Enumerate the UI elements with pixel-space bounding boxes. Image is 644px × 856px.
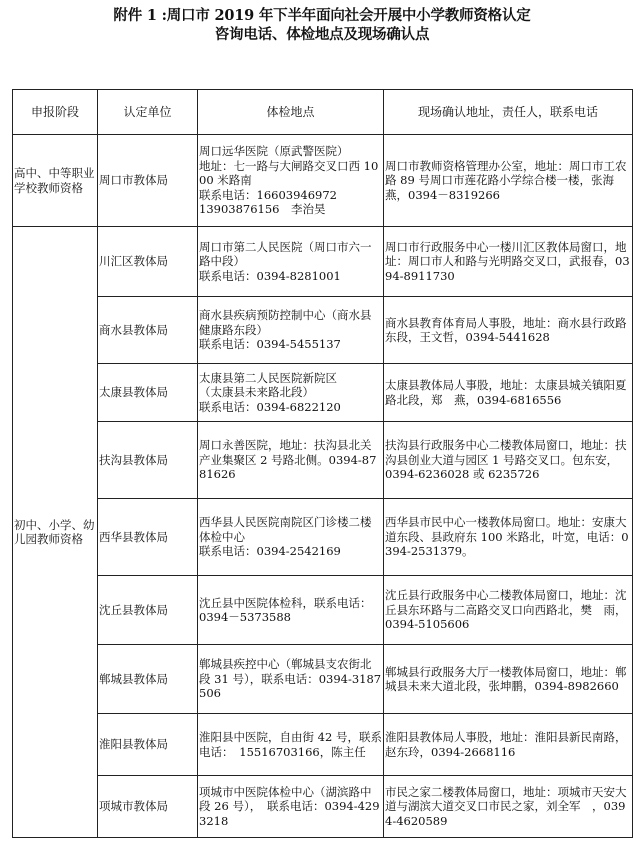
header-exam-location: 体检地点 (198, 90, 384, 135)
confirm-address-line: 周口市教师资格管理办公室，地址：周口市工农路 89 号周口市莲花路小学综合楼一楼，张海燕，0394－8319266 (385, 158, 627, 202)
table-row (13, 576, 633, 645)
unit-cell: 太康县教体局 (98, 364, 198, 422)
exam-location-table (12, 89, 633, 838)
confirm-address-cell (384, 576, 633, 645)
unit-cell: 周口市教体局 (98, 135, 198, 227)
exam-location-line: 联系电话：0394-2542169 (199, 544, 341, 559)
confirm-address-line: 商水县教育体育局人事股，地址：商水县行政路东段，王文哲，0394-5441628 (385, 315, 627, 344)
table-header-row (13, 90, 633, 135)
confirm-address-line: 沈丘县行政服务中心二楼教体局窗口，地址：沈丘县东环路与二高路交叉口向西路北，樊 雨，0394-5105606 (385, 588, 627, 632)
exam-location-cell (198, 364, 384, 422)
unit-cell: 项城市教体局 (98, 776, 198, 838)
exam-location-cell (198, 227, 384, 297)
unit-cell: 川汇区教体局 (98, 227, 198, 297)
unit-cell: 西华县教体局 (98, 499, 198, 576)
exam-location-cell (198, 135, 384, 227)
confirm-address-cell (384, 645, 633, 714)
exam-location-line: 商水县疾病预防控制中心（商水县健康路东段） (199, 308, 372, 337)
confirm-address-line: 郸城县行政服务大厅一楼教体局窗口，地址：郸城县未来大道北段，张坤鹏，0394-8982660 (385, 664, 627, 693)
exam-location-cell (198, 297, 384, 364)
table-row (13, 645, 633, 714)
table-row (13, 714, 633, 776)
exam-location-line: 周口远华医院（原武警医院） (199, 144, 349, 159)
title-line-1: 附件 1 :周口市 2019 年下半年面向社会开展中小学教师资格认定 (113, 7, 531, 24)
exam-location-line: 13903876156 李治昊 (199, 202, 326, 217)
confirm-address-line: 市民之家二楼教体局窗口，地址：项城市天安大道与湖滨大道交叉口市民之家，刘全军 ，0394-4620589 (385, 784, 627, 828)
exam-location-line: 项城市中医院体检中心（湖滨路中段 26 号）， 联系电话：0394-4293218 (199, 784, 380, 828)
exam-location-line: 周口永善医院，地址：扶沟县北关产业集聚区 2 号路北侧。0394-8781626 (199, 438, 377, 482)
stage-cell: 高中、中等职业学校教师资格 (13, 135, 98, 227)
confirm-address-line: 扶沟县行政服务中心二楼教体局窗口，地址：扶沟县创业大道与园区 1 号路交叉口。包东安， 0394-6236028 或 6235726 (385, 438, 627, 482)
exam-location-cell (198, 422, 384, 499)
exam-location-cell (198, 776, 384, 838)
table-row (13, 499, 633, 576)
confirm-address-cell (384, 422, 633, 499)
confirm-address-line: 淮阳县教体局人事股，地址：淮阳县新民南路，赵东玲，0394-2668116 (385, 730, 627, 759)
unit-cell: 郸城县教体局 (98, 645, 198, 714)
confirm-address-cell (384, 499, 633, 576)
title-line-2: 咨询电话、体检地点及现场确认点 (214, 26, 430, 43)
exam-location-line: 太康县第二人民医院新院区 (199, 370, 337, 385)
exam-location-line: 郸城县疾控中心（郸城县支农街北段 31 号），联系电话：0394-3187506 (199, 657, 382, 701)
exam-location-line: 联系电话：16603946972 (199, 187, 337, 202)
unit-cell: 淮阳县教体局 (98, 714, 198, 776)
table-row (13, 776, 633, 838)
confirm-address-line: 西华县市民中心一楼教体局窗口。地址：安康大道东段、县政府东 100 米路北，叶宽，电话：0394-2531379。 (385, 515, 629, 559)
table-row (13, 364, 633, 422)
exam-location-line: 联系电话：0394-6822120 (199, 399, 341, 414)
confirm-address-cell (384, 714, 633, 776)
confirm-address-cell (384, 135, 633, 227)
stage-cell: 初中、小学、幼儿园教师资格 (13, 227, 98, 838)
exam-location-cell (198, 499, 384, 576)
unit-cell: 沈丘县教体局 (98, 576, 198, 645)
exam-location-line: 淮阳县中医院，自由街 42 号，联系电话： 15516703166，陈主任 (199, 730, 382, 759)
table-row (13, 135, 633, 227)
header-stage: 申报阶段 (13, 90, 98, 135)
exam-location-line: 周口市第二人民医院（周口市六一路中段） (199, 239, 372, 269)
exam-location-line: 地址：七一路与大闸路交叉口西 1000 米路南 (199, 158, 379, 188)
exam-location-line: （太康县未来路北段） (199, 385, 314, 400)
confirm-address-cell (384, 364, 633, 422)
unit-cell: 扶沟县教体局 (98, 422, 198, 499)
confirm-address-line: 太康县教体局人事股，地址：太康县城关镇阳夏路北段，郑 燕，0394-6816556 (385, 378, 627, 407)
confirm-address-cell (384, 227, 633, 297)
header-unit: 认定单位 (98, 90, 198, 135)
table-body (13, 135, 633, 838)
exam-location-cell (198, 645, 384, 714)
confirm-address-cell (384, 297, 633, 364)
exam-location-line: 联系电话：0394-8281001 (199, 268, 341, 283)
confirm-address-cell (384, 776, 633, 838)
unit-cell: 商水县教体局 (98, 297, 198, 364)
table-row (13, 297, 633, 364)
document-title (0, 6, 644, 44)
exam-location-cell (198, 576, 384, 645)
exam-location-cell (198, 714, 384, 776)
confirm-address-line: 周口市行政服务中心一楼川汇区教体局窗口，地址：周口市人和路与光明路交叉口，武报春，0394-8911730 (385, 239, 630, 283)
table-row (13, 227, 633, 297)
table-row (13, 422, 633, 499)
exam-location-line: 联系电话：0394-5455137 (199, 337, 341, 352)
exam-location-line: 西华县人民医院南院区门诊楼二楼体检中心 (199, 515, 372, 544)
header-confirm-address: 现场确认地址，责任人，联系电话 (384, 90, 633, 135)
exam-location-line: 沈丘县中医院体检科，联系电话： 0394－5373588 (199, 595, 378, 624)
